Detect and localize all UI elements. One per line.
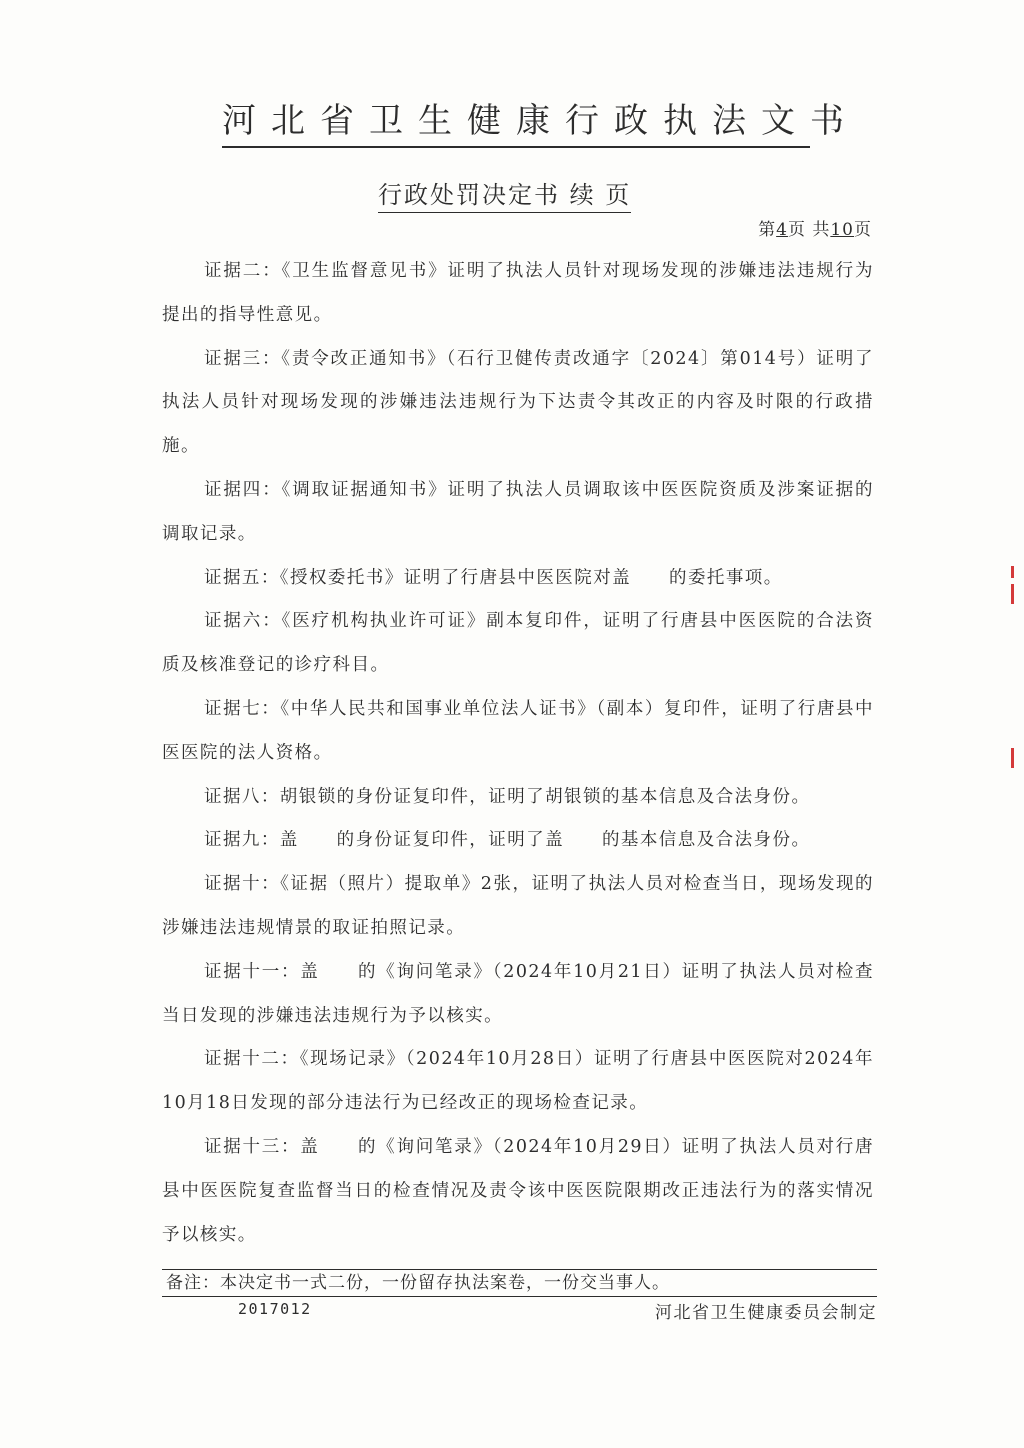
page-number-total: 10 [830, 220, 854, 240]
red-edge-mark [1011, 566, 1014, 578]
form-code: 2017012 [238, 1300, 312, 1318]
red-edge-mark [1011, 584, 1014, 604]
evidence-paragraph: 证据十：《证据（照片）提取单》2张，证明了执法人员对检查当日，现场发现的涉嫌违法违规情景的取证拍照记录。 [162, 874, 874, 938]
evidence-paragraph: 证据七：《中华人民共和国事业单位法人证书》（副本）复印件，证明了行唐县中医医院的法人资格。 [162, 698, 874, 763]
evidence-paragraph: 证据八：胡银锁的身份证复印件，证明了胡银锁的基本信息及合法身份。 [204, 786, 811, 807]
evidence-paragraph: 证据十三：盖 的《询问笔录》（2024年10月29日）证明了执法人员对行唐县中医医院复查监督当日的检查情况及责令该中医医院限期改正违法行为的落实情况予以核实。 [162, 1136, 874, 1245]
evidence-paragraph: 证据十一：盖 的《询问笔录》（2024年10月21日）证明了执法人员对检查当日发现的涉嫌违法违规行为予以核实。 [162, 961, 874, 1026]
evidence-paragraph: 证据十二：《现场记录》（2024年10月28日）证明了行唐县中医医院对2024年10月18日发现的部分违法行为已经改正的现场检查记录。 [162, 1049, 874, 1114]
document-header-title: 河北省卫生健康行政执法文书 [222, 98, 810, 148]
page-number-current: 4 [776, 220, 788, 240]
footer-divider-bottom [162, 1296, 877, 1297]
evidence-paragraph: 证据二：《卫生监督意见书》证明了执法人员针对现场发现的涉嫌违法违规行为提出的指导性意见。 [162, 261, 874, 325]
page-number-mid: 页 共 [787, 220, 831, 240]
evidence-list [162, 250, 874, 1257]
evidence-paragraph: 证据三：《责令改正通知书》（石行卫健传责改通字〔2024〕第014号）证明了执法人员针对现场发现的涉嫌违法违规行为下达责令其改正的内容及时限的行政措施。 [162, 348, 874, 457]
page-number [758, 215, 872, 240]
document-subtitle: 行政处罚决定书 续 页 [378, 178, 631, 213]
footer-divider-top [162, 1269, 877, 1270]
evidence-paragraph: 证据九：盖 的身份证复印件，证明了盖 的基本信息及合法身份。 [204, 830, 811, 851]
footer-remark: 备注：本决定书一式二份，一份留存执法案卷，一份交当事人。 [166, 1273, 670, 1293]
page-number-prefix: 第 [758, 220, 777, 240]
issuer-label: 河北省卫生健康委员会制定 [655, 1303, 877, 1323]
red-edge-mark [1011, 748, 1014, 768]
page-number-suffix: 页 [854, 220, 872, 240]
evidence-paragraph: 证据四：《调取证据通知书》证明了执法人员调取该中医医院资质及涉案证据的调取记录。 [162, 479, 874, 544]
evidence-paragraph: 证据六：《医疗机构执业许可证》副本复印件，证明了行唐县中医医院的合法资质及核准登记的诊疗科目。 [162, 611, 874, 676]
evidence-paragraph: 证据五：《授权委托书》证明了行唐县中医医院对盖 的委托事项。 [204, 567, 783, 588]
